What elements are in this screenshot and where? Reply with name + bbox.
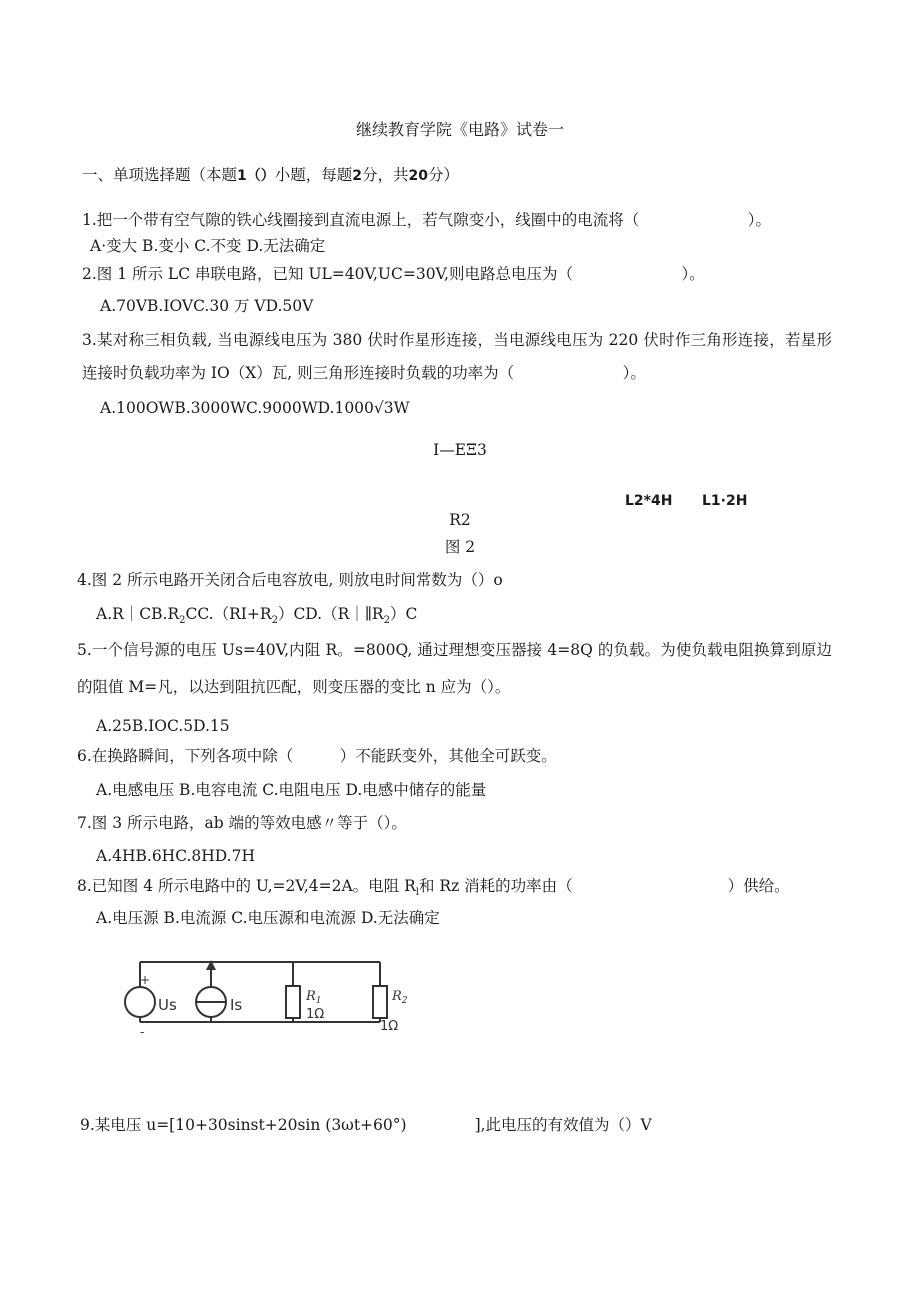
q5-stem: 5.一个信号源的电压 Us=40V,内阻 R。=800Q, 通过理想变压器接 4=8Q 的负载。为使负载电阻换算到原边的阻值 M=凡，以达到阻抗匹配，则变压器的变比 n 应为（）。 <box>77 641 832 696</box>
points-total: 20 <box>408 168 429 184</box>
r1-letter: R <box>306 989 316 1004</box>
subscript: 2 <box>383 615 390 627</box>
q4-options <box>96 604 417 631</box>
fig2-label: I—EΞ3 <box>433 441 487 459</box>
q4-option-text: CC.（RI+R <box>185 605 272 623</box>
q9-stem <box>80 1115 652 1135</box>
q5-options: A.25B.IOC.5D.15 <box>96 717 230 735</box>
fig2-caption: 图 2 <box>444 538 476 556</box>
q6-options: A.电感电压 B.电容电流 C.电阻电压 D.电感中储存的能量 <box>96 781 487 799</box>
q1-options: A·变大 B.变小 C.不变 D.无法确定 <box>90 237 326 255</box>
q2-options: A.70VB.IOVC.30 万 VD.50V <box>100 297 314 315</box>
q8-stem-text: 和 Rz 消耗的功率由（ ）供给。 <box>418 877 790 895</box>
question-count: 1（） <box>237 168 275 184</box>
fig2-inductor-l1: L1·2H <box>702 493 748 509</box>
section-heading-text: 小题，每题 <box>274 166 353 184</box>
r1-subscript: 1 <box>315 996 322 1006</box>
r2-subscript: 2 <box>401 996 408 1006</box>
q4-stem: 4.图 2 所示电路开关闭合后电容放电, 则放电时间常数为（）o <box>77 571 503 589</box>
section-heading-text: 一、单项选择题（本题 <box>82 166 238 184</box>
plus-sign: + <box>140 973 151 987</box>
subscript: l <box>415 887 419 899</box>
subscript: 2 <box>179 615 186 627</box>
q4-option-text: ）C <box>389 605 418 623</box>
q7-options: A.4HB.6HC.8HD.7H <box>96 847 255 865</box>
voltage-source-icon <box>125 987 155 1017</box>
r2-letter: R <box>392 989 402 1004</box>
q7-stem: 7.图 3 所示电路，ab 端的等效电感〃等于（）。 <box>77 814 407 832</box>
r2-value: 1Ω <box>380 1019 399 1034</box>
minus-sign: - <box>140 1025 145 1039</box>
q8-stem <box>77 876 790 903</box>
us-label: Us <box>158 996 177 1014</box>
q6-stem: 6.在换路瞬间，下列各项中除（ ）不能跃变外，其他全可跃变。 <box>77 747 557 765</box>
fig2-resistor-r2: R2 <box>449 511 471 529</box>
resistor-r2-icon <box>373 986 387 1018</box>
q8-stem-text: 8.已知图 4 所示电路中的 U,=2V,4=2A。电阻 R <box>77 877 416 895</box>
q4-option-text: ）CD.（R｜∥R <box>277 605 384 623</box>
r2-label <box>391 989 408 1006</box>
section-heading-text: 分，共 <box>362 166 409 184</box>
fig2-inductor-l2: L2*4H <box>625 493 673 509</box>
points-each: 2 <box>352 168 363 184</box>
resistor-r1-icon <box>286 986 300 1018</box>
fig4-circuit-diagram <box>118 950 418 1040</box>
q1-stem: 1.把一个带有空气隙的铁心线圈接到直流电源上，若气隙变小，线圈中的电流将（ ）。 <box>82 211 772 229</box>
r1-value: 1Ω <box>306 1007 325 1022</box>
q8-options: A.电压源 B.电流源 C.电压源和电流源 D.无法确定 <box>96 909 440 927</box>
q4-option-text: A.R｜CB.R <box>96 605 180 623</box>
q3-options: A.100OWB.3000WC.9000WD.1000√3W <box>100 399 410 417</box>
q9-stem-text: 9.某电压 u=[10+30sinst+20sin (3ωt+60°) <box>80 1116 407 1134</box>
section-heading <box>82 165 459 186</box>
exam-title: 继续教育学院《电路》试卷一 <box>355 120 564 139</box>
is-label: Is <box>230 996 243 1014</box>
r1-label <box>305 989 322 1006</box>
q2-stem: 2.图 1 所示 LC 串联电路，已知 UL=40V,UC=30V,则电路总电压为（ ）。 <box>82 265 705 283</box>
q9-stem-text: ],此电压的有效值为（）V <box>474 1116 652 1134</box>
q3-stem: 3.某对称三相负载, 当电源线电压为 380 伏时作星形连接，当电源线电压为 220 伏时作三角形连接，若星形连接时负载功率为 IO（X）瓦, 则三角形连接时负载的功率为（ ）。 <box>82 331 832 382</box>
section-heading-text: 分） <box>428 166 460 184</box>
subscript: 2 <box>271 615 278 627</box>
